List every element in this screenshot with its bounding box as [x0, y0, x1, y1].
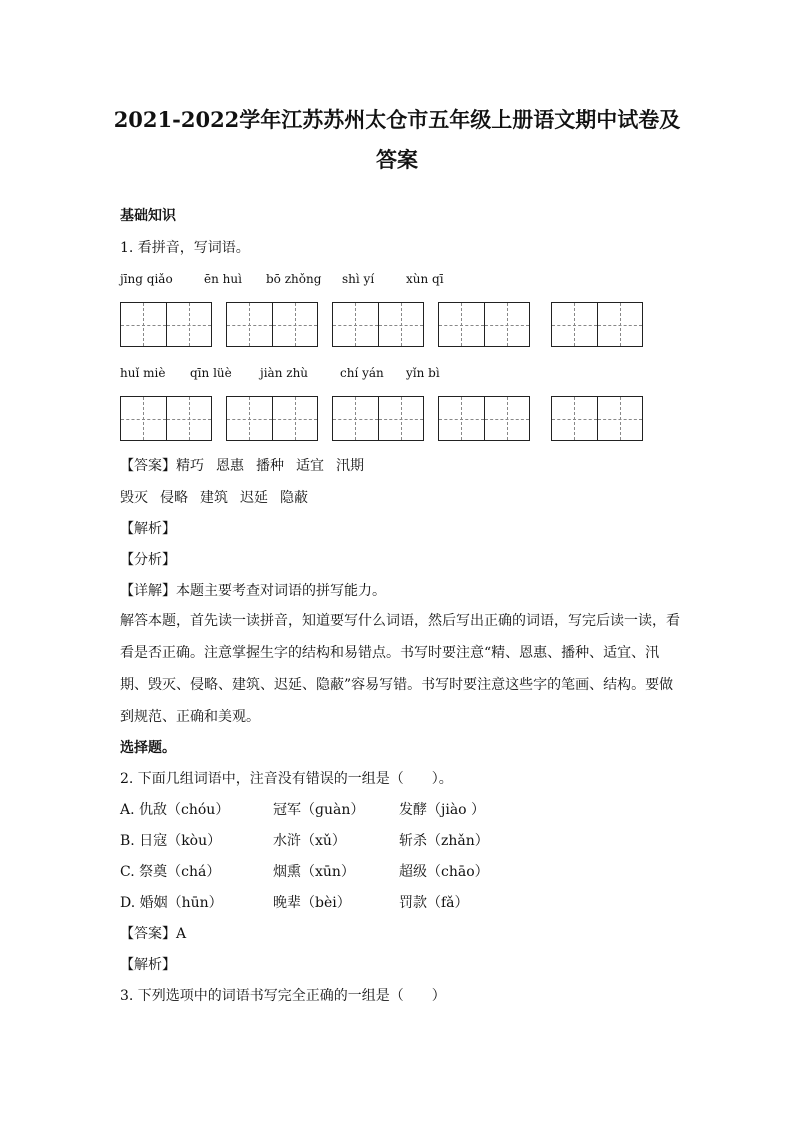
explanation-text: 解答本题，首先读一读拼音，知道要写什么词语，然后写出正确的词语，写完后读一读，看看是否正确。注意掌握生字的结构和易错点。书写时要注意“精、恩惠、播种、适宜、汛期、毁灭、侵略、建筑、迟延、隐蔽”容易写错。书写时要注意这些字的笔画、结构。要做到规范、正确和美观。	[120, 613, 680, 725]
pinyin-item: jiàn zhù	[260, 366, 309, 380]
answer-1-row-2	[120, 488, 320, 508]
answer-word: 隐蔽	[280, 490, 308, 506]
writing-box[interactable]	[438, 396, 530, 441]
answer-word: 精巧	[176, 458, 204, 474]
option-a-word-1: A. 仇敌（chóu）	[120, 802, 230, 818]
question-3-text: 3. 下列选项中的词语书写完全正确的一组是（ ）	[120, 988, 446, 1004]
question-2-text: 2. 下面几组词语中，注音没有错误的一组是（ ）。	[120, 771, 453, 787]
pinyin-item: bō zhǒng	[266, 272, 322, 286]
answer-label: 【答案】	[120, 458, 176, 474]
option-b-word-1: B. 日寇（kòu）	[120, 833, 222, 849]
section-heading-basics: 基础知识	[120, 208, 176, 224]
writing-box[interactable]	[438, 302, 530, 347]
option-a-word-3: 发酵（jiào ）	[399, 802, 486, 818]
option-b-word-3: 斩杀（zhǎn）	[399, 833, 489, 849]
answer-word: 适宜	[296, 458, 324, 474]
writing-box[interactable]	[120, 396, 212, 441]
answer-word: 侵略	[160, 490, 188, 506]
pinyin-item: jīng qiǎo	[120, 272, 173, 286]
option-d-word-2: 晚辈（bèi）	[273, 895, 351, 911]
answer-word: 恩惠	[216, 458, 244, 474]
pinyin-item: ēn huì	[204, 272, 242, 286]
fenxi-label: 【分析】	[120, 552, 176, 568]
title-line-1: 2021-2022学年江苏苏州太仓市五年级上册语文期中试卷及	[113, 107, 681, 132]
answer-word: 汛期	[336, 458, 364, 474]
explanation-paragraph	[120, 605, 680, 733]
section-heading-choice: 选择题。	[120, 740, 176, 756]
writing-box[interactable]	[551, 396, 643, 441]
option-c-word-1: C. 祭奠（chá）	[120, 864, 221, 880]
option-d-word-1: D. 婚姻（hūn）	[120, 895, 223, 911]
writing-box[interactable]	[226, 396, 318, 441]
option-c-word-3: 超级（chāo）	[399, 864, 489, 880]
detail-text: 【详解】本题主要考查对词语的拼写能力。	[120, 583, 386, 599]
writing-box[interactable]	[332, 396, 424, 441]
answer-2: 【答案】A	[120, 926, 187, 942]
writing-box[interactable]	[226, 302, 318, 347]
option-d-word-3: 罚款（fǎ）	[399, 895, 469, 911]
pinyin-item: xùn qī	[406, 272, 444, 286]
answer-word: 播种	[256, 458, 284, 474]
answer-1-row-1	[120, 456, 376, 476]
question-1-text: 1. 看拼音，写词语。	[120, 240, 250, 256]
document-title	[80, 100, 714, 180]
pinyin-item: qīn lüè	[190, 366, 232, 380]
writing-box[interactable]	[120, 302, 212, 347]
writing-box[interactable]	[551, 302, 643, 347]
pinyin-item: chí yán	[340, 366, 384, 380]
analysis-label: 【解析】	[120, 521, 176, 537]
pinyin-item: yǐn bì	[406, 366, 440, 380]
option-b-word-2: 水浒（xǔ）	[273, 833, 346, 849]
answer-word: 建筑	[200, 490, 228, 506]
pinyin-item: huǐ miè	[120, 366, 166, 380]
analysis-2-label: 【解析】	[120, 957, 176, 973]
title-line-2: 答案	[376, 147, 418, 172]
pinyin-item: shì yí	[342, 272, 375, 286]
writing-box[interactable]	[332, 302, 424, 347]
answer-word: 毁灭	[120, 490, 148, 506]
answer-word: 迟延	[240, 490, 268, 506]
option-a-word-2: 冠军（ɡuàn）	[273, 802, 365, 818]
option-c-word-2: 烟熏（xūn）	[273, 864, 355, 880]
